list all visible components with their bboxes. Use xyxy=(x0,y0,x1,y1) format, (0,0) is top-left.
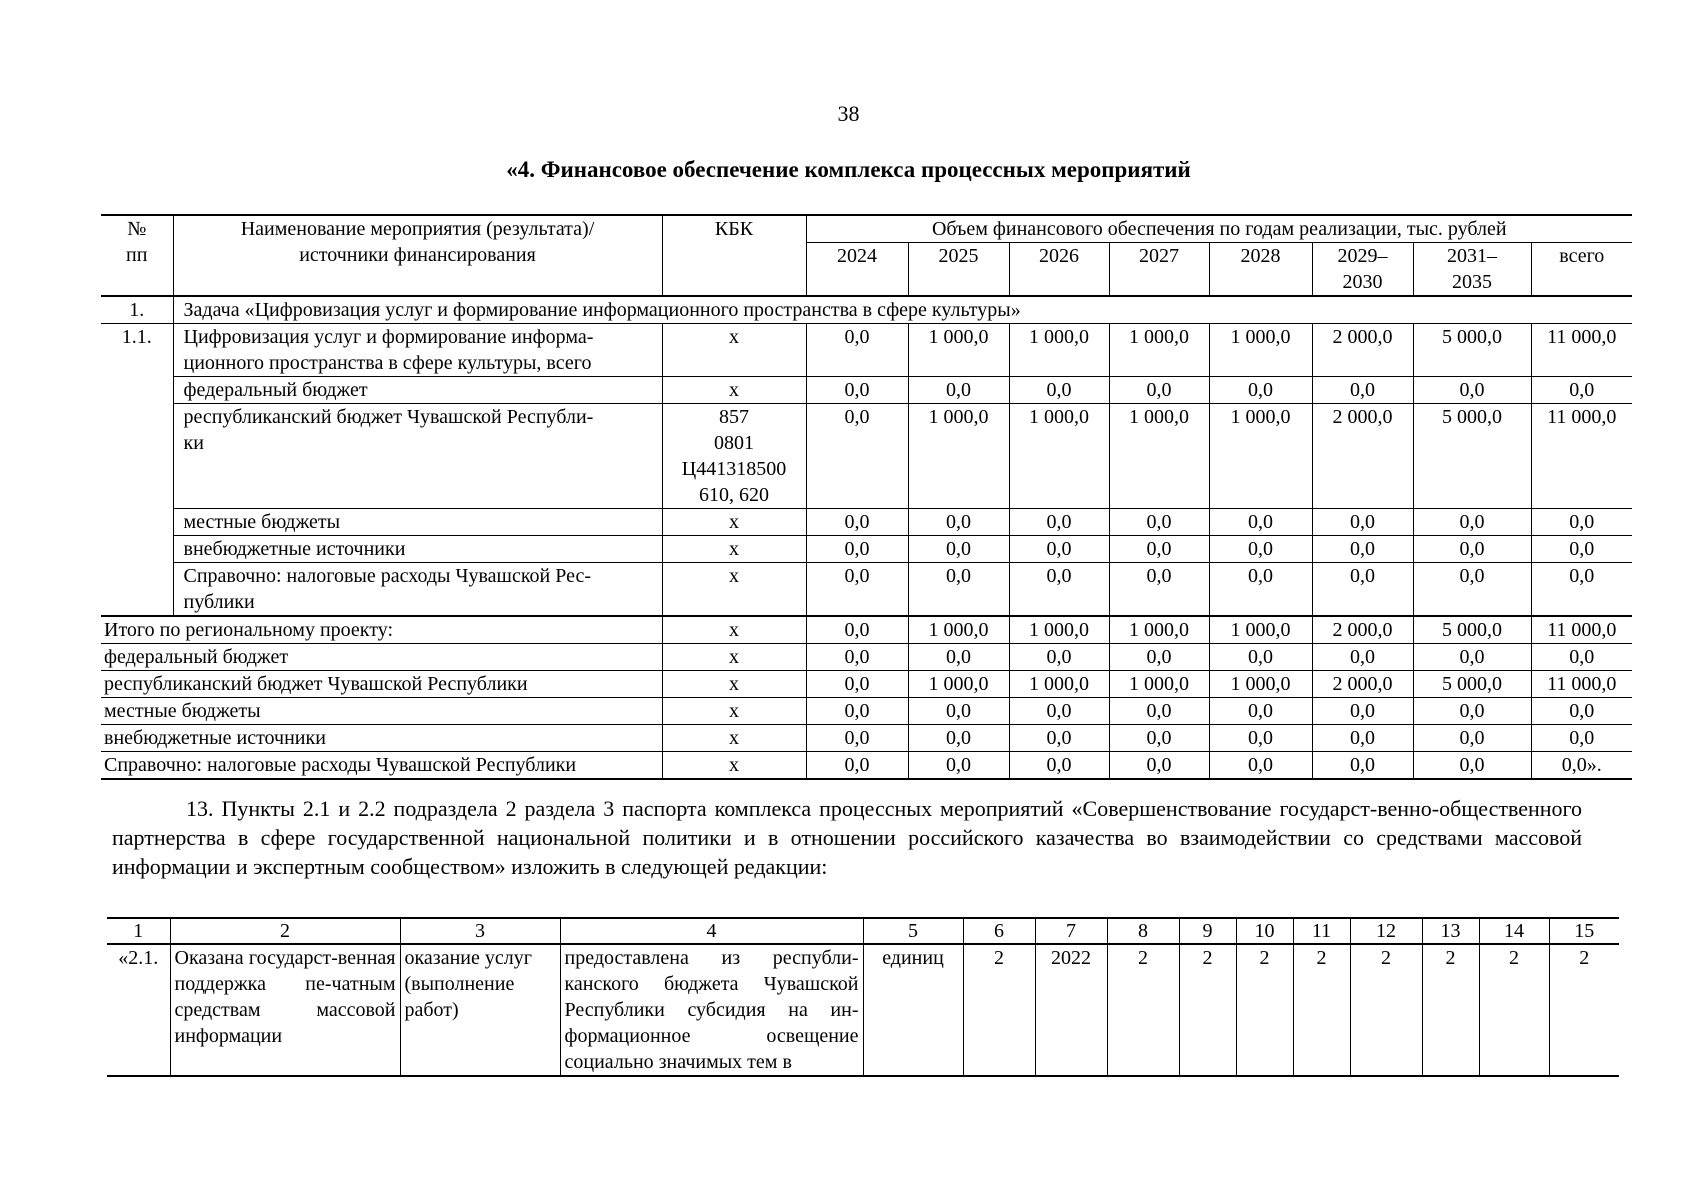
year-header: всего xyxy=(1531,243,1632,297)
year-header: 2027 xyxy=(1109,243,1209,297)
year-header: 2031– 2035 xyxy=(1413,243,1531,297)
column-number: 4 xyxy=(560,918,863,944)
row-name: внебюджетные источники xyxy=(173,536,662,563)
row-value: 0,0 xyxy=(806,377,908,404)
total-value: 0,0 xyxy=(908,725,1009,752)
total-value: 0,0 xyxy=(1312,644,1413,671)
row-kbk: х xyxy=(662,563,806,617)
row-value: 0,0 xyxy=(1109,563,1209,617)
indicator-base-value: 2 xyxy=(963,944,1035,1076)
page-number: 38 xyxy=(837,101,860,126)
total-value: 0,0 xyxy=(1109,725,1209,752)
total-value: 0,0 xyxy=(1009,644,1109,671)
total-name: республиканский бюджет Чувашской Республики xyxy=(101,671,662,698)
row-value: 0,0 xyxy=(1009,509,1109,536)
row-value: 0,0 xyxy=(806,563,908,617)
total-value: 0,0 xyxy=(1413,752,1531,780)
total-value: 2 000,0 xyxy=(1312,671,1413,698)
row-value: 1 000,0 xyxy=(908,324,1009,377)
row-value: 0,0 xyxy=(1009,563,1109,617)
total-value: 1 000,0 xyxy=(1009,671,1109,698)
row-value: 5 000,0 xyxy=(1413,324,1531,377)
indicator-table xyxy=(107,917,1619,1077)
finance-row xyxy=(101,324,1632,377)
column-number: 13 xyxy=(1422,918,1479,944)
indicator-type: оказание услуг (выполнение работ) xyxy=(400,944,560,1076)
indicator-value: 2 xyxy=(1236,944,1293,1076)
total-value: 0,0 xyxy=(1531,698,1632,725)
indicator-value: 2 xyxy=(1350,944,1422,1076)
item-number xyxy=(101,509,173,536)
column-number: 9 xyxy=(1179,918,1236,944)
row-value: 0,0 xyxy=(1209,536,1312,563)
total-value: 0,0 xyxy=(806,698,908,725)
row-value: 0,0 xyxy=(1413,377,1531,404)
finance-table xyxy=(101,214,1632,780)
total-value: 1 000,0 xyxy=(1009,616,1109,644)
task-number: 1. xyxy=(101,296,173,324)
row-value: 11 000,0 xyxy=(1531,404,1632,509)
row-value: 0,0 xyxy=(1413,536,1531,563)
column-number: 15 xyxy=(1549,918,1619,944)
total-value: 0,0 xyxy=(1312,725,1413,752)
task-title: Задача «Цифровизация услуг и формирование информационного пространства в сфере культуры» xyxy=(173,296,1632,324)
row-value: 0,0 xyxy=(1109,536,1209,563)
finance-row xyxy=(101,404,1632,509)
row-value: 0,0 xyxy=(908,377,1009,404)
year-header: 2026 xyxy=(1009,243,1109,297)
header-no: № пп xyxy=(101,215,173,296)
total-value: 0,0 xyxy=(806,725,908,752)
total-kbk: х xyxy=(662,644,806,671)
column-number: 3 xyxy=(400,918,560,944)
column-number: 14 xyxy=(1479,918,1549,944)
row-name: Цифровизация услуг и формирование информа- ционного пространства в сфере культуры, всего xyxy=(173,324,662,377)
total-value: 0,0 xyxy=(1531,644,1632,671)
total-value: 0,0 xyxy=(1209,752,1312,780)
total-row xyxy=(101,752,1632,780)
row-value: 0,0 xyxy=(1009,377,1109,404)
finance-row xyxy=(101,536,1632,563)
column-number: 2 xyxy=(170,918,400,944)
indicator-number: «2.1. xyxy=(107,944,170,1076)
total-kbk: х xyxy=(662,671,806,698)
row-value: 11 000,0 xyxy=(1531,324,1632,377)
row-value: 1 000,0 xyxy=(1009,324,1109,377)
total-value: 11 000,0 xyxy=(1531,671,1632,698)
total-value: 0,0 xyxy=(1531,725,1632,752)
total-value: 1 000,0 xyxy=(908,616,1009,644)
row-value: 5 000,0 xyxy=(1413,404,1531,509)
total-value: 0,0 xyxy=(1009,698,1109,725)
row-kbk: х xyxy=(662,377,806,404)
total-value: 0,0». xyxy=(1531,752,1632,780)
total-value: 0,0 xyxy=(806,752,908,780)
total-kbk: х xyxy=(662,616,806,644)
section-title: «4. Финансовое обеспечение комплекса процессных мероприятий xyxy=(506,157,1191,182)
header-kbk: КБК xyxy=(662,215,806,296)
total-row xyxy=(101,644,1632,671)
total-kbk: х xyxy=(662,752,806,780)
row-value: 0,0 xyxy=(1312,563,1413,617)
row-value: 1 000,0 xyxy=(1109,404,1209,509)
total-value: 0,0 xyxy=(1413,644,1531,671)
row-name: местные бюджеты xyxy=(173,509,662,536)
row-value: 0,0 xyxy=(908,509,1009,536)
row-value: 0,0 xyxy=(806,324,908,377)
total-value: 0,0 xyxy=(1413,698,1531,725)
row-value: 0,0 xyxy=(1312,509,1413,536)
indicator-base-year: 2022 xyxy=(1035,944,1107,1076)
column-number: 11 xyxy=(1293,918,1350,944)
header-volume: Объем финансового обеспечения по годам реализации, тыс. рублей xyxy=(806,215,1632,243)
item-number xyxy=(101,377,173,404)
indicator-value: 2 xyxy=(1293,944,1350,1076)
row-value: 0,0 xyxy=(806,404,908,509)
column-number: 8 xyxy=(1107,918,1179,944)
year-header: 2029– 2030 xyxy=(1312,243,1413,297)
finance-row xyxy=(101,509,1632,536)
year-header: 2025 xyxy=(908,243,1009,297)
total-value: 0,0 xyxy=(1109,644,1209,671)
row-value: 0,0 xyxy=(1209,377,1312,404)
row-value: 0,0 xyxy=(1209,509,1312,536)
total-value: 1 000,0 xyxy=(1109,616,1209,644)
row-value: 0,0 xyxy=(806,509,908,536)
row-name: Справочно: налоговые расходы Чувашской Рес- публики xyxy=(173,563,662,617)
row-value: 0,0 xyxy=(1531,563,1632,617)
row-value: 1 000,0 xyxy=(908,404,1009,509)
indicator-unit: единиц xyxy=(863,944,963,1076)
indicator-value: 2 xyxy=(1549,944,1619,1076)
finance-row xyxy=(101,563,1632,617)
total-value: 1 000,0 xyxy=(1209,671,1312,698)
column-number: 7 xyxy=(1035,918,1107,944)
total-value: 0,0 xyxy=(908,698,1009,725)
total-value: 5 000,0 xyxy=(1413,616,1531,644)
column-number: 12 xyxy=(1350,918,1422,944)
row-value: 0,0 xyxy=(1109,377,1209,404)
row-value: 0,0 xyxy=(1531,509,1632,536)
total-value: 11 000,0 xyxy=(1531,616,1632,644)
indicator-result: Оказана государст-венная поддержка пе-чатным средствам массовой информации xyxy=(170,944,400,1076)
row-value: 0,0 xyxy=(908,536,1009,563)
total-value: 1 000,0 xyxy=(908,671,1009,698)
total-name: местные бюджеты xyxy=(101,698,662,725)
row-value: 0,0 xyxy=(1009,536,1109,563)
total-row xyxy=(101,671,1632,698)
total-value: 5 000,0 xyxy=(1413,671,1531,698)
total-kbk: х xyxy=(662,698,806,725)
row-kbk: 857 0801 Ц441318500 610, 620 xyxy=(662,404,806,509)
total-value: 0,0 xyxy=(1009,725,1109,752)
item-number: 1.1. xyxy=(101,324,173,377)
amendment-paragraph xyxy=(112,794,1582,881)
total-value: 0,0 xyxy=(1209,725,1312,752)
total-name: Справочно: налоговые расходы Чувашской Республики xyxy=(101,752,662,780)
total-value: 2 000,0 xyxy=(1312,616,1413,644)
row-value: 0,0 xyxy=(1109,509,1209,536)
total-value: 0,0 xyxy=(1209,698,1312,725)
row-value: 0,0 xyxy=(1531,377,1632,404)
row-value: 1 000,0 xyxy=(1009,404,1109,509)
item-number xyxy=(101,536,173,563)
row-kbk: х xyxy=(662,509,806,536)
row-value: 0,0 xyxy=(908,563,1009,617)
total-value: 0,0 xyxy=(1312,698,1413,725)
year-header: 2028 xyxy=(1209,243,1312,297)
year-header: 2024 xyxy=(806,243,908,297)
total-value: 0,0 xyxy=(1009,752,1109,780)
total-value: 0,0 xyxy=(1109,752,1209,780)
total-name: федеральный бюджет xyxy=(101,644,662,671)
row-value: 1 000,0 xyxy=(1209,404,1312,509)
row-value: 0,0 xyxy=(1312,377,1413,404)
row-value: 0,0 xyxy=(1413,509,1531,536)
total-name: Итого по региональному проекту: xyxy=(101,616,662,644)
total-value: 0,0 xyxy=(1413,725,1531,752)
total-value: 0,0 xyxy=(806,616,908,644)
column-number: 6 xyxy=(963,918,1035,944)
row-value: 0,0 xyxy=(1413,563,1531,617)
row-value: 2 000,0 xyxy=(1312,324,1413,377)
indicator-characteristic: предоставлена из республи-канского бюджета Чувашской Республики субсидия на ин-формационное освещение социально значимых тем в xyxy=(560,944,863,1076)
total-value: 1 000,0 xyxy=(1109,671,1209,698)
row-name: республиканский бюджет Чувашской Республи- ки xyxy=(173,404,662,509)
column-number: 10 xyxy=(1236,918,1293,944)
total-value: 0,0 xyxy=(806,644,908,671)
indicator-value: 2 xyxy=(1107,944,1179,1076)
row-value: 0,0 xyxy=(1312,536,1413,563)
total-value: 0,0 xyxy=(1109,698,1209,725)
total-value: 0,0 xyxy=(1312,752,1413,780)
finance-row xyxy=(101,377,1632,404)
total-row xyxy=(101,698,1632,725)
indicator-value: 2 xyxy=(1479,944,1549,1076)
total-value: 0,0 xyxy=(806,671,908,698)
indicator-header-row xyxy=(107,918,1619,944)
row-value: 0,0 xyxy=(1531,536,1632,563)
column-number: 5 xyxy=(863,918,963,944)
row-value: 0,0 xyxy=(1209,563,1312,617)
row-value: 0,0 xyxy=(806,536,908,563)
amendment-text: 13. Пункты 2.1 и 2.2 подраздела 2 раздела 3 паспорта комплекса процессных мероприятий «Совершенствование государст-венно-общественного партнерства в сфере государственной национальной политики и в отношении российского казачества во взаимодействии со средствами массовой информации и экспертным сообществом» изложить в следующей редакции: xyxy=(112,796,1582,879)
row-kbk: х xyxy=(662,536,806,563)
total-row xyxy=(101,725,1632,752)
indicator-value: 2 xyxy=(1422,944,1479,1076)
indicator-row xyxy=(107,944,1619,1076)
item-number xyxy=(101,563,173,617)
row-kbk: х xyxy=(662,324,806,377)
row-name: федеральный бюджет xyxy=(173,377,662,404)
total-value: 0,0 xyxy=(1209,644,1312,671)
row-value: 2 000,0 xyxy=(1312,404,1413,509)
total-value: 1 000,0 xyxy=(1209,616,1312,644)
row-value: 1 000,0 xyxy=(1109,324,1209,377)
row-value: 1 000,0 xyxy=(1209,324,1312,377)
item-number xyxy=(101,404,173,509)
total-kbk: х xyxy=(662,725,806,752)
total-value: 0,0 xyxy=(908,752,1009,780)
total-value: 0,0 xyxy=(908,644,1009,671)
column-number: 1 xyxy=(107,918,170,944)
total-row xyxy=(101,616,1632,644)
total-name: внебюджетные источники xyxy=(101,725,662,752)
header-name: Наименование мероприятия (результата)/ источники финансирования xyxy=(173,215,662,296)
indicator-value: 2 xyxy=(1179,944,1236,1076)
